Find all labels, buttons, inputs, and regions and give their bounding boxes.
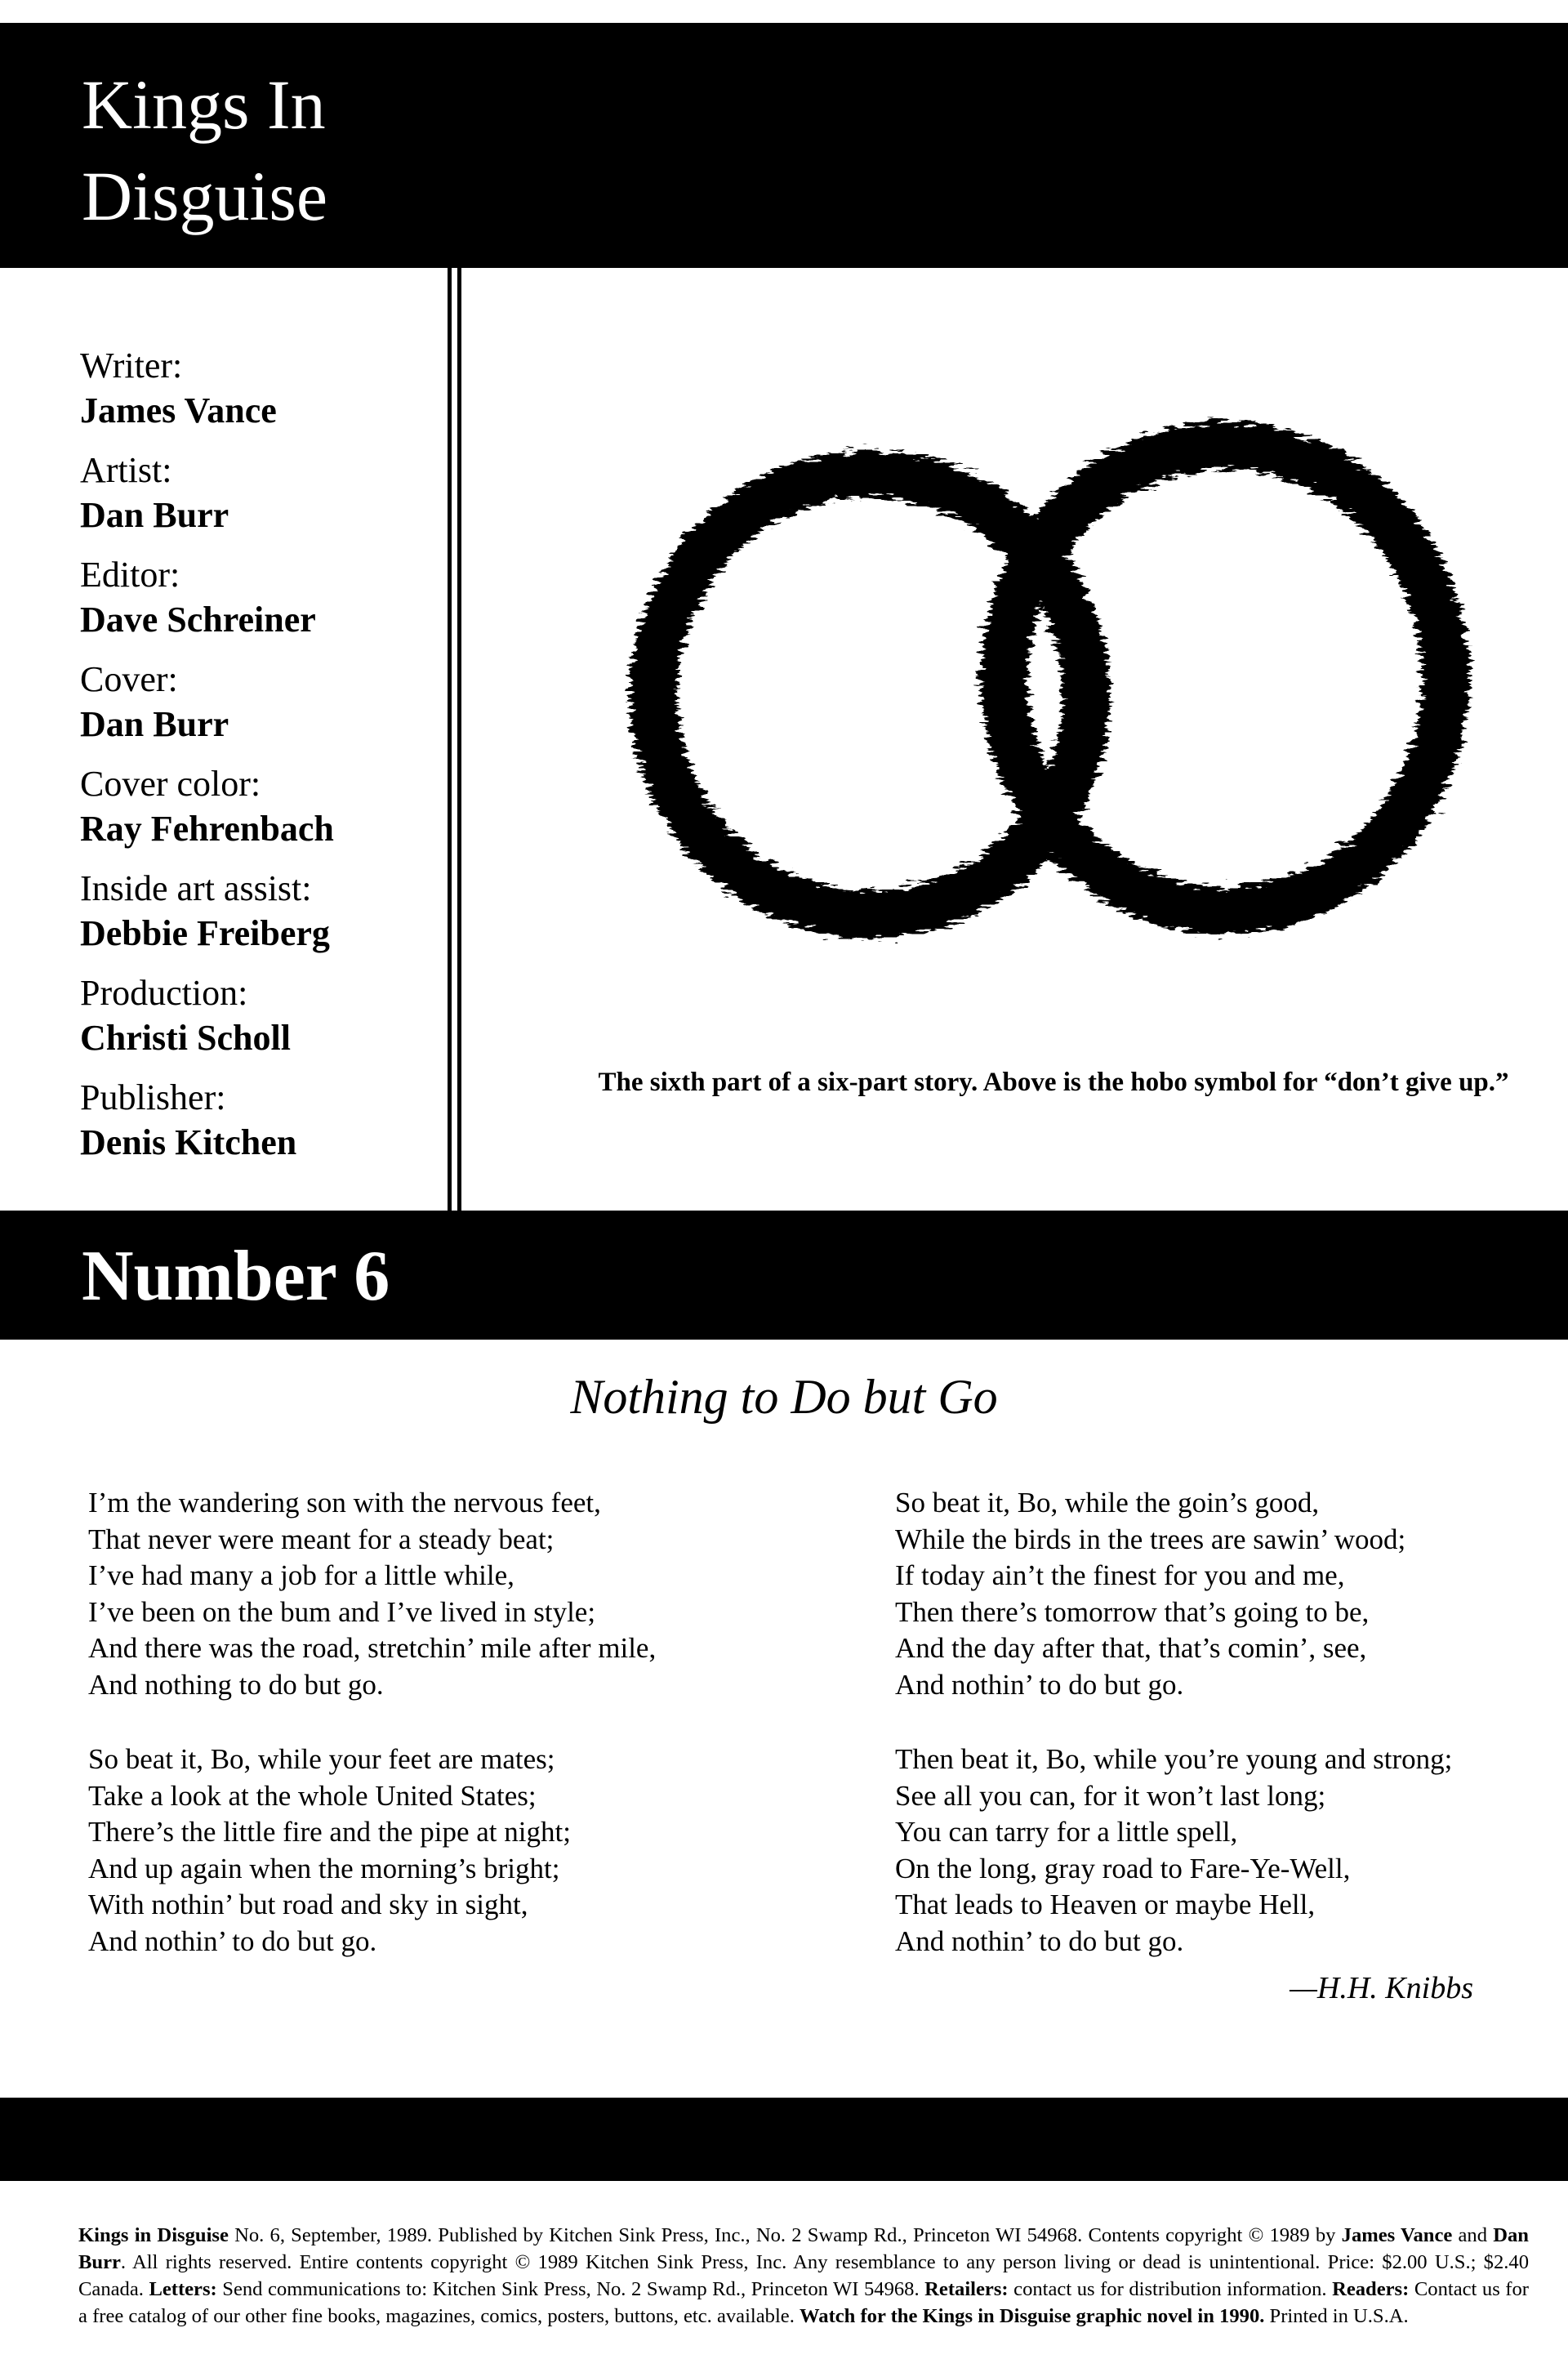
notice-text: No. 6, September, 1989. Published by Kitchen Sink Press, Inc., No. 2 Swamp Rd., Princeton WI 54968. Contents copyright © 1989 by (228, 2224, 1342, 2246)
credit-publisher (80, 1075, 439, 1165)
poem-author: —H.H. Knibbs (1290, 1971, 1473, 2005)
credit-role: Cover: (80, 659, 178, 699)
poem-title: Nothing to Do but Go (570, 1370, 998, 1424)
notice-bold: Readers: (1332, 2278, 1410, 2300)
notice-bold: Letters: (149, 2278, 217, 2300)
notice-bold: James Vance (1341, 2224, 1453, 2246)
notice-text: . All rights reserved. Entire contents copyright © 1989 Kitchen Sink Press, Inc. Any resemblance to any person living or dead is unintentional. Price: $2.00 U.S.; $2.40 Canada. (78, 2251, 1529, 2300)
poem-line: That leads to Heaven or maybe Hell, (895, 1889, 1316, 1920)
notice-text: and (1452, 2224, 1494, 2246)
poem-line: That never were meant for a steady beat; (88, 1523, 555, 1555)
notice-text: Contact us for a free catalog of our other fine books, magazines, comics, posters, buttons, etc. available. (78, 2278, 1529, 2327)
notice-bold: Kings in Disguise (78, 2224, 229, 2246)
poem-line: See all you can, for it won’t last long; (895, 1779, 1326, 1812)
title-line-1: Kings In (82, 65, 326, 144)
credit-writer (80, 343, 439, 433)
poem-line: And nothin’ to do but go. (88, 1924, 377, 1957)
poem-line: With nothin’ but road and sky in sight, (88, 1889, 528, 1920)
poem-line: Take a look at the whole United States; (88, 1779, 537, 1812)
notice-text: contact us for distribution information. (1008, 2278, 1333, 2300)
credit-name: James Vance (80, 390, 277, 430)
credit-name: Dan Burr (80, 495, 229, 535)
column-divider-right (457, 268, 461, 1211)
credit-role: Inside art assist: (80, 868, 312, 908)
page-title (82, 59, 653, 242)
poem-stanza-1 (88, 1485, 656, 1703)
notice-bold: Watch for the Kings in Disguise graphic novel in 1990. (800, 2305, 1265, 2327)
credit-name: Christi Scholl (80, 1018, 291, 1058)
notice-text: Send communications to: Kitchen Sink Press, No. 2 Swamp Rd., Princeton WI 54968. (216, 2278, 925, 2300)
credit-role: Writer: (80, 346, 183, 386)
credit-role: Publisher: (80, 1077, 226, 1117)
credit-name: Debbie Freiberg (80, 913, 330, 953)
credit-inside-art-assist (80, 866, 439, 956)
credit-name: Dan Burr (80, 704, 229, 744)
credit-role: Cover color: (80, 764, 261, 804)
poem-line: And nothin’ to do but go. (895, 1924, 1184, 1957)
credit-role: Editor: (80, 555, 180, 595)
credit-name: Denis Kitchen (80, 1122, 297, 1162)
poem-line: And nothin’ to do but go. (895, 1668, 1184, 1701)
symbol-caption: The sixth part of a six-part story. Above is the hobo symbol for “don’t give up.” (598, 1068, 1509, 1097)
credit-name: Ray Fehrenbach (80, 809, 334, 849)
poem-line: You can tarry for a little spell, (895, 1816, 1238, 1848)
credit-role: Production: (80, 973, 248, 1013)
poem-line: If today ain’t the finest for you and me, (895, 1559, 1345, 1591)
poem-line: And nothing to do but go. (88, 1668, 384, 1701)
poem-line: Then there’s tomorrow that’s going to be, (895, 1595, 1370, 1628)
notice-text: Printed in U.S.A. (1264, 2305, 1409, 2327)
poem-line: Then beat it, Bo, while you’re young and strong; (895, 1743, 1453, 1775)
credit-cover-color (80, 761, 439, 851)
title-line-2: Disguise (82, 157, 327, 235)
notice-bold: Retailers: (924, 2278, 1009, 2300)
credits-list (80, 343, 439, 1180)
poem-line: On the long, gray road to Fare-Ye-Well, (895, 1852, 1351, 1884)
column-divider-left (448, 268, 452, 1211)
poem-line: There’s the little fire and the pipe at night; (88, 1816, 571, 1848)
poem-line: And up again when the morning’s bright; (88, 1852, 560, 1884)
poem-stanza-2 (88, 1741, 571, 1960)
poem-line: I’ve been on the bum and I’ve lived in style; (88, 1595, 596, 1628)
poem-line: So beat it, Bo, while your feet are mates; (88, 1743, 555, 1775)
publication-notice (78, 2222, 1529, 2330)
credit-cover (80, 657, 439, 747)
credit-role: Artist: (80, 450, 172, 490)
credit-editor (80, 552, 439, 642)
footer-band (0, 2098, 1568, 2181)
issue-number: Number 6 (82, 1237, 390, 1316)
credit-production (80, 970, 439, 1060)
poem-line: While the birds in the trees are sawin’ wood; (895, 1523, 1406, 1555)
poem-line: And there was the road, stretchin’ mile after mile, (88, 1632, 657, 1664)
credit-artist (80, 448, 439, 537)
poem-stanza-3 (895, 1485, 1405, 1703)
poem-line: And the day after that, that’s comin’, see, (895, 1632, 1367, 1664)
notice-bold: Dan Burr (78, 2224, 1529, 2273)
credit-name: Dave Schreiner (80, 600, 316, 640)
hobo-symbol-rings-icon (604, 392, 1494, 997)
poem-line: I’m the wandering son with the nervous feet, (88, 1487, 601, 1519)
poem-line: I’ve had many a job for a little while, (88, 1559, 514, 1591)
poem-stanza-4 (895, 1741, 1452, 1960)
poem-line: So beat it, Bo, while the goin’s good, (895, 1487, 1320, 1519)
